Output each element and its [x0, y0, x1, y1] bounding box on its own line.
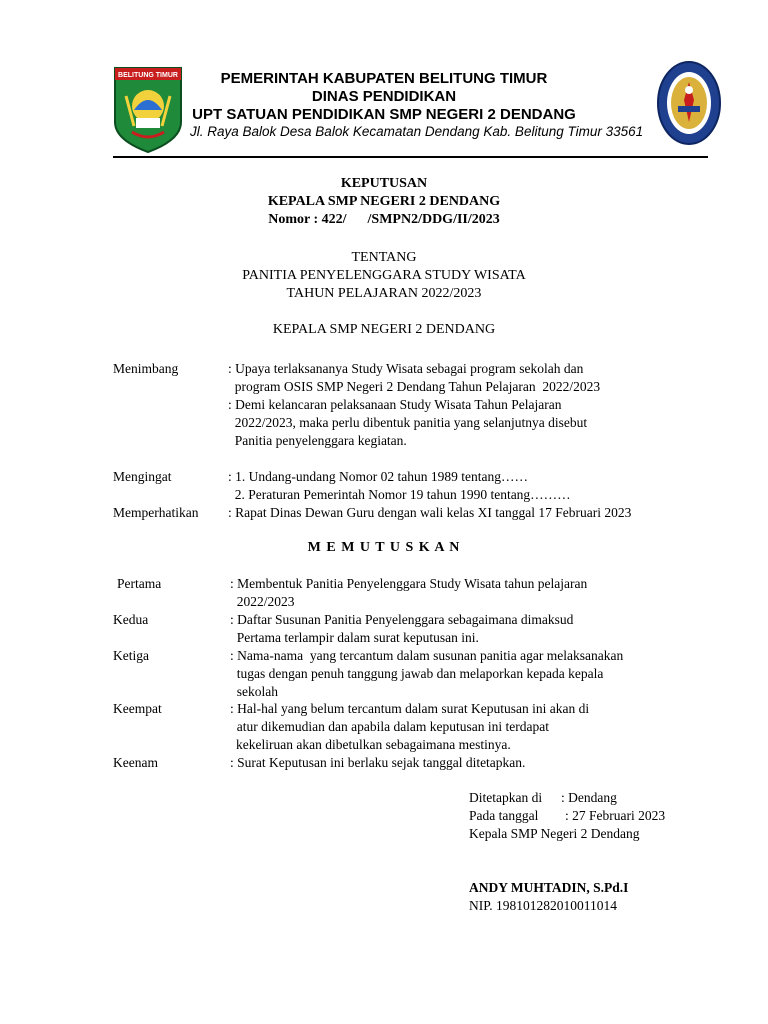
menimbang-line: : Demi kelancaran pelaksanaan Study Wisata Tahun Pelajaran — [228, 397, 562, 412]
signer-position: Kepala SMP Negeri 2 Dendang — [469, 826, 640, 841]
kop-line-1: PEMERINTAH KABUPATEN BELITUNG TIMUR — [220, 70, 548, 87]
item-line: sekolah — [230, 684, 278, 699]
logo-text: BELITUNG TIMUR — [118, 72, 178, 79]
item-line: : Membentuk Panitia Penyelenggara Study Wisata tahun pelajaran — [230, 576, 588, 591]
title-kepala-2: KEPALA SMP NEGERI 2 DENDANG — [272, 322, 496, 337]
title-tentang: TENTANG — [351, 250, 417, 265]
mengingat-line: : 1. Undang-undang Nomor 02 tahun 1989 tentang…… — [228, 469, 528, 484]
menimbang-label: Menimbang — [113, 361, 179, 376]
signer-nip: NIP. 198101282010011014 — [469, 898, 618, 913]
signer-name: ANDY MUHTADIN, S.Pd.I — [469, 880, 629, 895]
school-seal-logo — [656, 60, 722, 146]
tanggal-label: Pada tanggal — [469, 808, 539, 823]
tanggal-value: : 27 Februari 2023 — [565, 808, 666, 823]
header-divider — [113, 156, 708, 158]
item-line: Pertama terlampir dalam surat keputusan ini. — [230, 630, 479, 645]
mengingat-label: Mengingat — [113, 469, 172, 484]
item-line: : Surat Keputusan ini berlaku sejak tanggal ditetapkan. — [230, 755, 526, 770]
ditetapkan-value: : Dendang — [561, 790, 617, 805]
memutuskan-heading: M E M U T U S K A N — [307, 540, 461, 555]
item-line: : Hal-hal yang belum tercantum dalam surat Keputusan ini akan di — [230, 701, 590, 716]
title-kepala: KEPALA SMP NEGERI 2 DENDANG — [267, 194, 501, 209]
item-line: : Nama-nama yang tercantum dalam susunan panitia agar melaksanakan — [230, 648, 624, 663]
mengingat-line: 2. Peraturan Pemerintah Nomor 19 tahun 1990 tentang……… — [228, 487, 571, 502]
item-line: 2022/2023 — [230, 594, 295, 609]
menimbang-line: program OSIS SMP Negeri 2 Dendang Tahun Pelajaran 2022/2023 — [228, 379, 601, 394]
item-line: kekeliruan akan dibetulkan sebagaimana mestinya. — [236, 737, 511, 752]
menimbang-line: : Upaya terlaksananya Study Wisata sebagai program sekolah dan — [228, 361, 584, 376]
title-keputusan: KEPUTUSAN — [340, 176, 428, 191]
title-panitia: PANITIA PENYELENGGARA STUDY WISATA — [242, 268, 526, 283]
item-label: Ketiga — [113, 648, 149, 663]
item-label: Kedua — [113, 612, 149, 627]
memperhatikan-label: Memperhatikan — [113, 505, 199, 520]
item-label: Keempat — [113, 701, 162, 716]
item-line: atur dikemudian dan apabila dalam keputusan ini terdapat — [230, 719, 550, 734]
kop-line-3: UPT SATUAN PENDIDIKAN SMP NEGERI 2 DENDANG — [192, 106, 576, 123]
memperhatikan-text: : Rapat Dinas Dewan Guru dengan wali kelas XI tanggal 17 Februari 2023 — [228, 505, 632, 520]
kop-address: Jl. Raya Balok Desa Balok Kecamatan Dendang Kab. Belitung Timur 33561 — [190, 124, 644, 139]
item-line: : Daftar Susunan Panitia Penyelenggara sebagaimana dimaksud — [230, 612, 574, 627]
title-nomor: Nomor : 422/ /SMPN2/DDG/II/2023 — [268, 212, 500, 227]
menimbang-line: Panitia penyelenggara kegiatan. — [228, 433, 407, 448]
title-tahun: TAHUN PELAJARAN 2022/2023 — [286, 286, 482, 301]
item-label: Pertama — [117, 576, 162, 591]
kop-line-2: DINAS PENDIDIKAN — [311, 88, 457, 105]
ditetapkan-label: Ditetapkan di — [469, 790, 543, 805]
item-line: tugas dengan penuh tanggung jawab dan melaporkan kepada kepala — [230, 666, 604, 681]
item-label: Keenam — [113, 755, 158, 770]
menimbang-line: 2022/2023, maka perlu dibentuk panitia yang selanjutnya disebut — [228, 415, 588, 430]
